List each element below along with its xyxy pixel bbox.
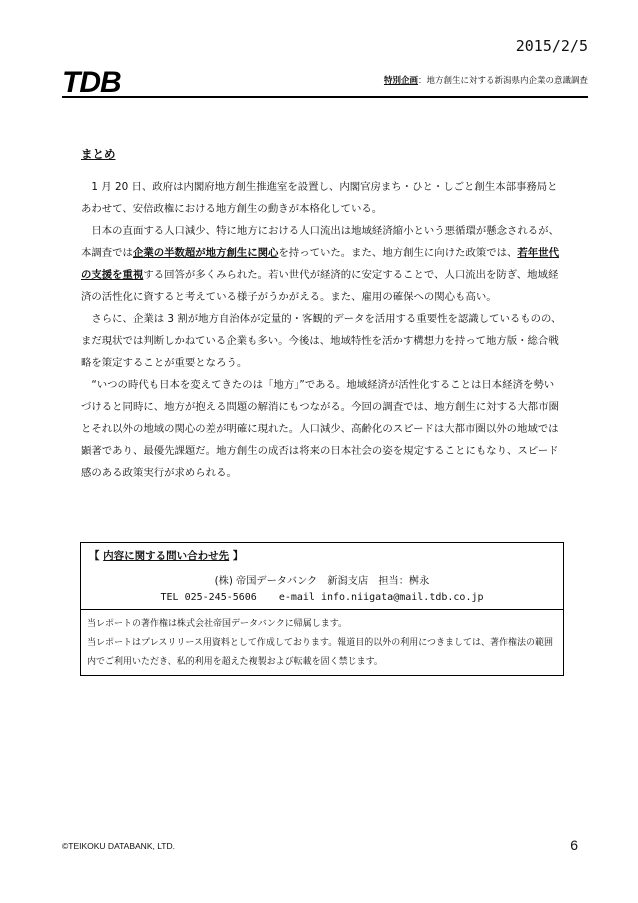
summary-body (81, 176, 563, 484)
summary-paragraph-1: 1 月 20 日、政府は内閣府地方創生推進室を設置し、内閣官房まち・ひと・しごと創生本部事務局とあわせて、安倍政権における地方創生の動きが本格化している。 (81, 181, 558, 215)
contact-info (81, 543, 563, 610)
special-report-title: 地方創生に対する新潟県内企業の意識調査 (426, 76, 588, 86)
contact-heading-text: 内容に関する問い合わせ先 (103, 550, 230, 562)
summary-paragraph-2 (81, 220, 563, 308)
contact-box (80, 542, 564, 676)
special-report-heading (384, 74, 588, 86)
header-divider (62, 96, 588, 98)
contact-bracket-close: 】 (232, 550, 244, 562)
copyright-note-2: 当レポートはプレスリリース用資料として作成しております。報道目的以外の利用につきましては、著作権法の範囲内でご利用いただき、私的利用を超えた複製および転載を固く禁じます。 (87, 638, 554, 667)
summary-paragraph-3: さらに、企業は 3 割が地方自治体が定量的・客観的データを活用する重要性を認識しているものの、まだ現状では判断しかねている企業も多い。今後は、地域特性を活かす構想力を持って地方版・総合戦略を策定することが重要となろう。 (81, 313, 562, 369)
contact-heading (89, 548, 243, 563)
contact-bracket-open: 【 (89, 550, 100, 562)
paragraph-2-text-1: 日本の直面する人口減少、特に地方における人口流出は地域経済縮小という悪循環が懸念されるが、本調査では (81, 225, 559, 259)
contact-phone-email (81, 592, 563, 603)
copyright-notes (81, 610, 563, 672)
paragraph-2-text-3: する回答が多くみられた。若い世代が経済的に安定することで、人口流出を防ぎ、地域経済の活性化に資すると考えている様子がうかがえる。また、雇用の確保への関心も高い。 (81, 269, 559, 303)
emphasis-interest: 企業の半数超が地方創生に関心 (132, 247, 279, 259)
contact-company: (株) 帝国データバンク 新潟支店 担当：桝永 (214, 576, 430, 587)
special-report-label: 特別企画 (383, 76, 418, 86)
copyright-note-1: 当レポートの著作権は株式会社帝国データバンクに帰属します。 (87, 619, 348, 629)
contact-tel: TEL 025-245-5606 (160, 592, 257, 603)
special-report-separator: ： (417, 76, 427, 86)
page-number: 6 (570, 837, 578, 853)
tdb-logo: TDB (62, 66, 121, 99)
emphasis-youth-support: 若年世代の支援を重視 (81, 247, 559, 281)
contact-email: e-mail info.niigata@mail.tdb.co.jp (278, 592, 484, 603)
footer-copyright: ©TEIKOKU DATABANK, LTD. (62, 841, 176, 851)
section-title: まとめ (81, 147, 116, 161)
report-date: 2015/2/5 (515, 37, 588, 55)
paragraph-2-text-2: を持っていた。また、地方創生に向けた政策では、 (278, 247, 518, 259)
summary-paragraph-4: “いつの時代も日本を変えてきたのは「地方」”である。地域経済が活性化することは日本経済を勢いづけると同時に、地方が抱える問題の解消にもつながる。今回の調査では、地方創生に対する大都市圏とそれ以外の地域の関心の差が明確に現れた。人口減少、高齢化のスピードは大都市圏以外の地域では顕著であり、最優先課題だ。地方創生の成否は将来の日本社会の姿を規定することにもなり、スピード感のある政策実行が求められる。 (81, 379, 559, 479)
